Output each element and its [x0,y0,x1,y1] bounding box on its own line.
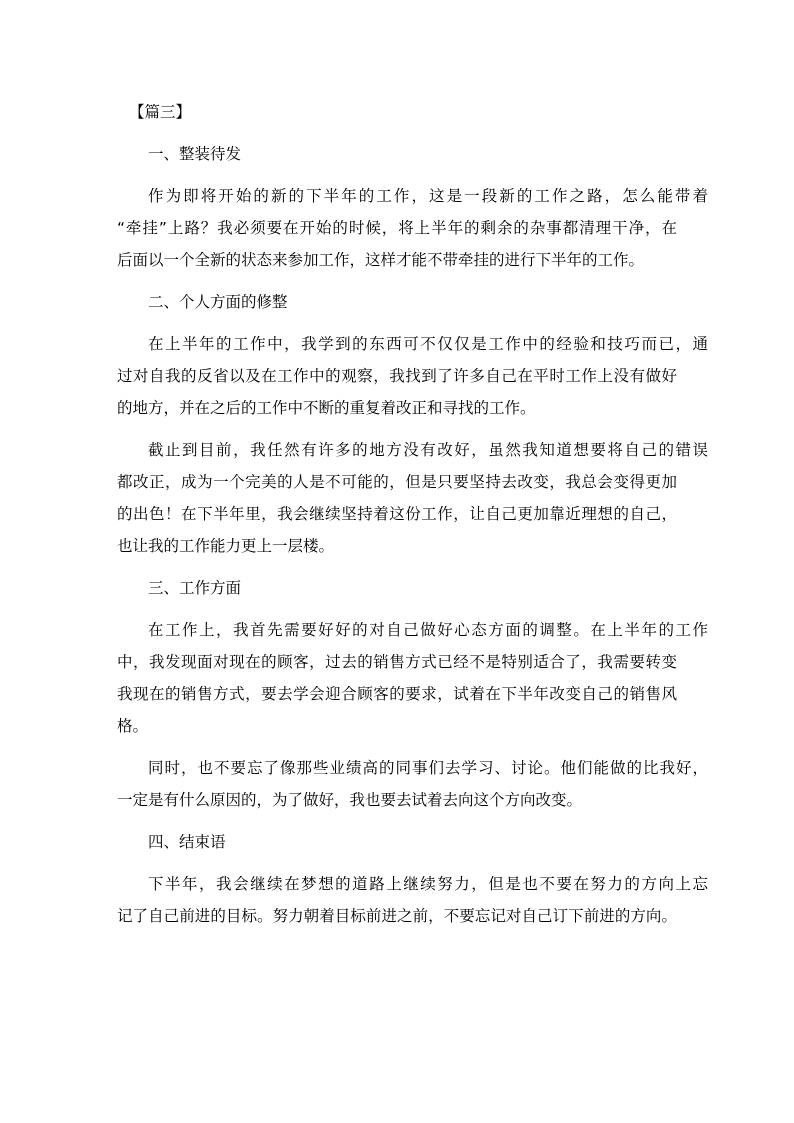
paragraph-line: 一定是有什么原因的，为了做好，我也要去试着去向这个方向改变。 [117,791,583,809]
paragraph-line: 在工作上，我首先需要好好的对自己做好心态方面的调整。在上半年的工作 [148,621,708,639]
paragraph-line: 过对自我的反省以及在工作中的观察，我找到了许多自己在平时工作上没有做好 [117,367,677,385]
paragraph-line: “牵挂”上路？我必须要在开始的时候，将上半年的剩余的杂事都清理干净，在 [117,219,677,237]
paragraph-line: 也让我的工作能力更上一层楼。 [117,537,335,555]
paragraph-line: 的地方，并在之后的工作中不断的重复着改正和寻找的工作。 [117,399,536,417]
section-heading-2: 二、个人方面的修整 [148,293,288,311]
paragraph-line: 在上半年的工作中，我学到的东西可不仅仅是工作中的经验和技巧而已，通 [148,335,708,353]
paragraph-line: 都改正，成为一个完美的人是不可能的，但是只要坚持去改变，我总会变得更加 [117,473,677,491]
paragraph-line: 截止到目前，我任然有许多的地方没有改好，虽然我知道想要将自己的错误 [148,441,708,459]
paragraph [117,868,708,932]
paragraph-line: 我现在的销售方式，要去学会迎合顾客的要求，试着在下半年改变自己的销售风 [117,685,677,703]
paragraph [117,752,708,816]
paragraph [117,328,708,424]
document-title: 【篇三】 [129,103,192,121]
paragraph-line: 格。 [117,717,149,735]
paragraph-line: 下半年，我会继续在梦想的道路上继续努力，但是也不要在努力的方向上忘 [148,875,708,893]
paragraph-line: 的出色！在下半年里，我会继续坚持着这份工作，让自己更加靠近理想的自己， [117,505,677,523]
document-body [117,96,708,942]
paragraph-line: 记了自己前进的目标。努力朝着目标前进之前，不要忘记对自己订下前进的方向。 [117,907,677,925]
paragraph-line: 中，我发现面对现在的顾客，过去的销售方式已经不是特别适合了，我需要转变 [117,653,677,671]
paragraph [117,434,708,562]
paragraph-line: 同时，也不要忘了像那些业绩高的同事们去学习、讨论。他们能做的比我好， [148,759,708,777]
section-heading-1: 一、整装待发 [148,145,242,163]
paragraph [117,614,708,742]
paragraph-line: 作为即将开始的新的下半年的工作，这是一段新的工作之路，怎么能带着 [148,187,708,205]
paragraph [117,180,708,276]
paragraph-line: 后面以一个全新的状态来参加工作，这样才能不带牵挂的进行下半年的工作。 [117,251,645,269]
section-heading-4: 四、结束语 [148,833,226,851]
section-heading-3: 三、工作方面 [148,579,242,597]
